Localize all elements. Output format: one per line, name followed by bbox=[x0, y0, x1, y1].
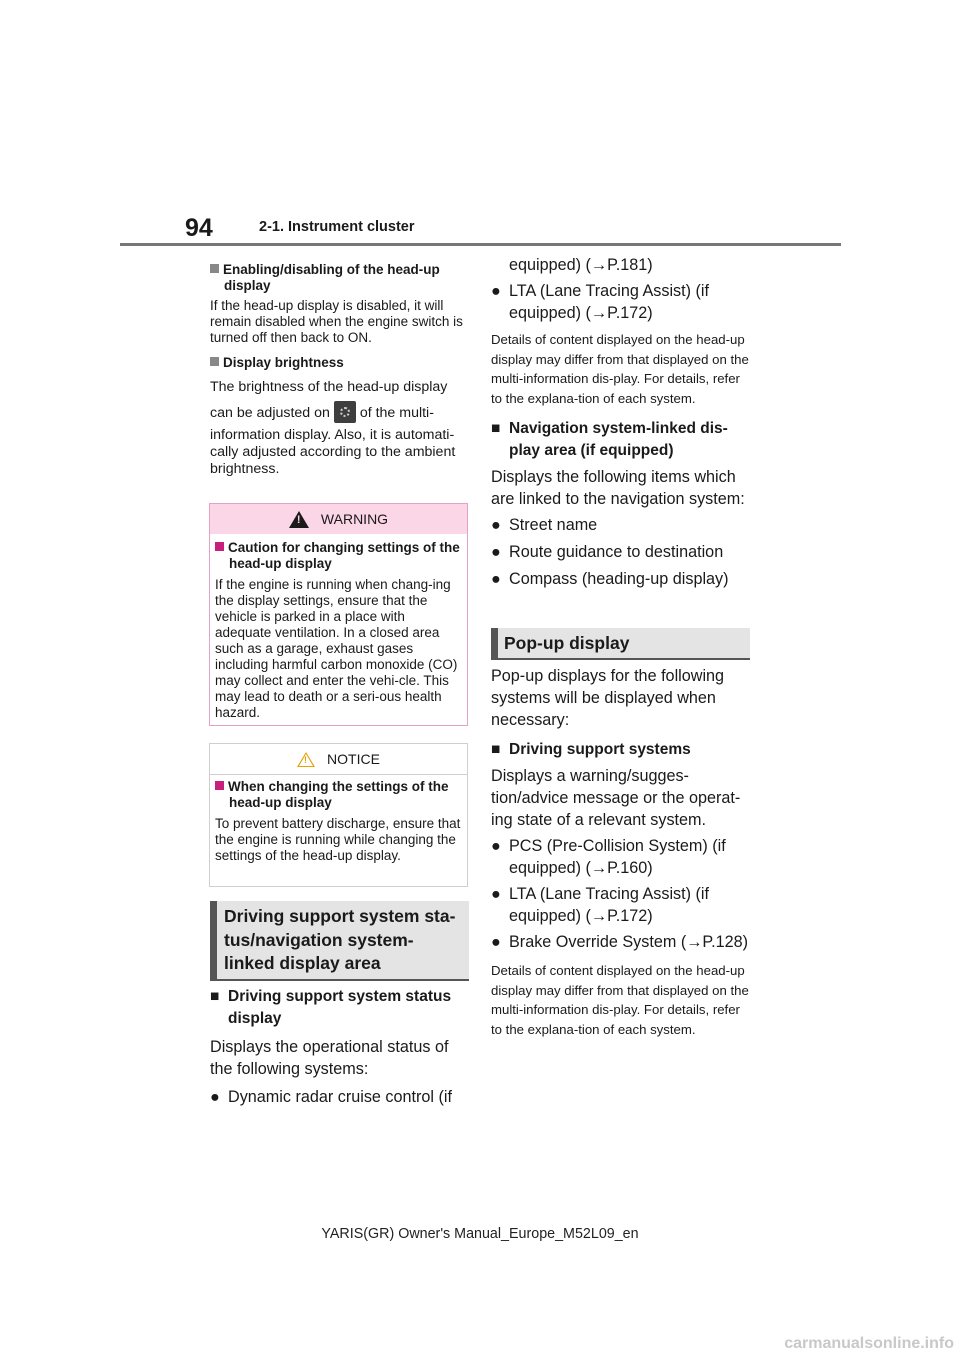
drcc-continuation: equipped) (→P.181) bbox=[509, 256, 653, 274]
square-bullet-icon: ■ bbox=[210, 988, 220, 1005]
nav-heading: ■ Navigation system-linked dis-play area (if equipped) bbox=[491, 420, 728, 459]
footer: YARIS(GR) Owner's Manual_Europe_M52L09_en bbox=[321, 1226, 639, 1242]
notice-box bbox=[209, 743, 468, 887]
square-bullet-icon bbox=[215, 542, 224, 551]
warning-box bbox=[209, 503, 468, 726]
heading-line-1: Driving support system sta- bbox=[224, 906, 456, 926]
page-number: 94 bbox=[185, 214, 213, 242]
warning-title: Caution for changing settings of the head-up display bbox=[215, 540, 462, 572]
notice-title: When changing the settings of the head-up display bbox=[215, 779, 462, 811]
brightness-line-3: information display. Also, it is automati-cally adjusted according to the ambient brightness. bbox=[210, 427, 456, 477]
warning-text: If the engine is running when chang-ing the display settings, ensure that the vehicle is parked in a place with adequate ventilation. In a closed area such as a garage, exhaust gases including harmful carbon monoxide (CO) may collect and enter the vehi-cle. This may lead to death or a seri-ous health hazard. bbox=[215, 577, 458, 720]
popup-text: Pop-up displays for the following systems will be displayed when necessary: bbox=[491, 667, 725, 729]
dss-heading: ■ Driving support systems bbox=[491, 739, 751, 761]
status-display-heading: ■ Driving support system status display bbox=[210, 988, 452, 1027]
settings-gear-icon bbox=[334, 401, 356, 423]
square-bullet-icon bbox=[210, 357, 219, 366]
dss-item-brake: ● Brake Override System (→P.128) bbox=[491, 933, 749, 951]
brightness-heading: Display brightness bbox=[210, 355, 470, 371]
nav-item-compass: ● Compass (heading-up display) bbox=[491, 570, 729, 588]
note-2: Details of content displayed on the head-up display may differ from that displayed on the multi-information dis-play. For details, refer to the explana-tion of each system. bbox=[491, 963, 749, 1037]
nav-item-route: ● Route guidance to destination bbox=[491, 543, 724, 561]
section-title: 2-1. Instrument cluster bbox=[259, 219, 415, 235]
square-bullet-icon bbox=[215, 781, 224, 790]
brightness-line-1: The brightness of the head-up display bbox=[210, 379, 448, 395]
left-column-lower bbox=[210, 986, 470, 1108]
right-column-lower bbox=[491, 665, 751, 1039]
note-1: Details of content displayed on the head-up display may differ from that displayed on the multi-information dis-play. For details, refer to the explana-tion of each system. bbox=[491, 332, 749, 406]
left-column bbox=[210, 262, 470, 478]
notice-triangle-icon bbox=[297, 752, 315, 767]
watermark: carmanualsonline.info bbox=[784, 1335, 954, 1352]
dss-text: Displays a warning/sugges-tion/advice message or the operat-ing state of a relevant system. bbox=[491, 767, 741, 829]
header-rule bbox=[120, 243, 841, 246]
dss-item-lta: ● LTA (Lane Tracing Assist) (if equipped) (→P.172) bbox=[491, 885, 710, 925]
notice-text: To prevent battery discharge, ensure that the engine is running while changing the settings of the head-up display. bbox=[215, 816, 461, 863]
brightness-line-2: can be adjusted on of the multi- bbox=[210, 401, 470, 424]
notice-header bbox=[210, 744, 467, 775]
enable-heading: Enabling/disabling of the head-up display bbox=[210, 262, 470, 294]
section-heading-popup: Pop-up display bbox=[491, 628, 750, 660]
enable-text: If the head-up display is disabled, it will remain disabled when the engine switch is turned off then back to ON. bbox=[210, 298, 463, 345]
bullet-lta: ● LTA (Lane Tracing Assist) (if equipped) (→P.172) bbox=[491, 282, 710, 322]
nav-item-street: ● Street name bbox=[491, 516, 598, 534]
square-bullet-icon: ■ bbox=[491, 420, 501, 437]
bullet-drcc: ● Dynamic radar cruise control (if bbox=[210, 1088, 452, 1106]
section-heading-status-area bbox=[210, 901, 469, 981]
warning-label: WARNING bbox=[320, 511, 389, 527]
warning-triangle-icon bbox=[289, 511, 309, 528]
heading-line-3: linked display area bbox=[224, 953, 381, 973]
right-column bbox=[491, 254, 751, 590]
heading-line-2: tus/navigation system- bbox=[224, 929, 414, 950]
notice-label: NOTICE bbox=[327, 751, 380, 767]
status-display-text: Displays the operational status of the following systems: bbox=[210, 1038, 449, 1078]
square-bullet-icon bbox=[210, 264, 219, 273]
dss-item-pcs: ● PCS (Pre-Collision System) (if equipped) (→P.160) bbox=[491, 837, 726, 877]
warning-header bbox=[210, 504, 467, 534]
nav-text: Displays the following items which are linked to the navigation system: bbox=[491, 468, 745, 508]
square-bullet-icon: ■ bbox=[491, 741, 501, 758]
